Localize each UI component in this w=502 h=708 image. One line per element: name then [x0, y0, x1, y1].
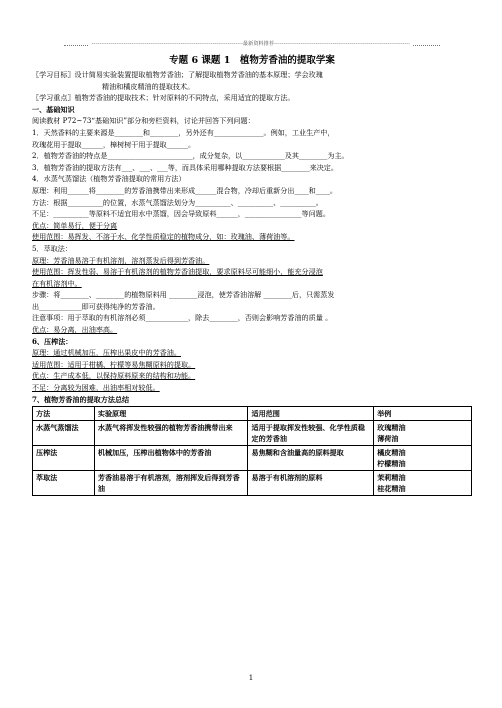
table-cell: 压榨法	[33, 446, 95, 471]
table-cell: 适用于提取挥发性较强、化学性质稳定的芳香油	[248, 421, 374, 446]
extraction-steps: 步骤：将________、________的植物原料用 ________浸泡，使芳香油溶解 ________后，只需蒸发	[32, 290, 335, 300]
section-heading-basics: 一、基础知识	[32, 104, 75, 114]
extraction-scope-cont: 在有机溶剂中。	[32, 278, 82, 288]
extraction-scope: 使用范围：挥发性弱、易溶于有机溶剂的植物芳香油提取，要求原料尽可能细小，能充分浸泡	[32, 267, 323, 277]
pressing-advantage: 优点：生产成本低，以保持原料原来的结构和功能。	[32, 371, 196, 381]
table-row	[33, 421, 472, 446]
question-1-cont: 玫瑰花用于提取______，樟树树干用于提取______。	[32, 139, 196, 149]
pressing-heading: 6、压榨法：	[32, 336, 73, 346]
distillation-principle: 原理：利用______将________的芳香油携带出来形成______混合物，冷却后重新分出____和____。	[32, 185, 338, 195]
document-body	[32, 52, 472, 496]
table-cell: 易溶于有机溶剂的原料	[248, 471, 374, 496]
distillation-method: 方法：根据__________的位置，水蒸气蒸馏法划分为__________、__________、__________。	[32, 197, 323, 207]
learning-focus-line: 〖学习重点〗植物芳香油的提取技术；针对原料的不同特点，采用适宜的提取方法。	[32, 93, 295, 103]
pressing-principle: 原理：通过机械加压，压榨出果皮中的芳香油。	[32, 348, 181, 358]
distillation-advantage: 优点：简单易行，便于分离	[32, 220, 118, 230]
table-header-cell: 方法	[33, 407, 95, 421]
distillation-shortcoming: 不足：__________等原料不适宜用水中蒸馏，因会导致原料______，________________等问题。	[32, 209, 330, 219]
question-4-heading: 4．水蒸气蒸馏法（植物芳香油提取的常用方法）	[32, 174, 186, 184]
table-cell: 水蒸气将挥发性较强的植物芳香油携带出来	[94, 421, 248, 446]
table-header-cell: 适用范围	[248, 407, 374, 421]
extraction-steps-cont: 出____________即可获得纯净的芳香油。	[32, 301, 160, 311]
question-1: 1．天然香料的主要来源是________和________，另外还有______________。例如，工业生产中，	[32, 127, 335, 137]
extraction-principle: 原理：芳香油易溶于有机溶剂，溶剂蒸发后得到芳香油。	[32, 255, 210, 265]
pressing-scope: 适用范围：适用于柑橘、柠檬等易焦糊原料的提取。	[32, 359, 196, 369]
table-cell: 茉莉精油 桂花精油	[374, 471, 472, 496]
table-cell: 机械加压，压榨出植物体中的芳香油	[94, 446, 248, 471]
table-row	[33, 471, 472, 496]
table-cell: 萃取法	[33, 471, 95, 496]
extraction-heading: 5．萃取法：	[32, 243, 72, 253]
learning-goal-line: 〖学习目标〗设计简易实验装置提取植物芳香油；了解提取植物芳香油的基本原理；学会玫瑰	[32, 70, 323, 79]
table-header-row	[33, 407, 472, 421]
table-cell: 玫瑰精油 薄荷油	[374, 421, 472, 446]
learning-goal-line-cont: 精油和橘皮精油的提取技术。	[102, 81, 195, 91]
table-cell: 水蒸气蒸馏法	[33, 421, 95, 446]
table-row	[33, 446, 472, 471]
pressing-shortcoming: 不足：分离较为困难，出油率相对较低。	[32, 383, 160, 393]
summary-heading: 7、植物芳香油的提取方法总结	[32, 394, 130, 404]
header-note: --------------------------------------------------------------------------------最新资料推荐------------------------------------------------------------------------	[0, 40, 502, 47]
reading-instruction: 阅读教材 P72~73“基础知识”部分和旁栏资料，讨论并回答下列问题：	[32, 116, 255, 126]
question-2: 2．植物芳香油的特点是________________________，成分复杂，以____________及其________为主。	[32, 151, 349, 161]
extraction-advantage: 优点：易分离，出油率高。	[32, 325, 118, 335]
distillation-scope: 使用范围：易挥发、不溶于水、化学性质稳定的植物成分，如：玫瑰油、薄荷油等。	[32, 232, 295, 242]
method-summary-table	[32, 406, 472, 496]
table-header-cell: 举例	[374, 407, 472, 421]
table-cell: 橘皮精油 柠檬精油	[374, 446, 472, 471]
page-number: 1	[248, 674, 254, 682]
table-cell: 芳香油易溶于有机溶剂，溶剂挥发后得到芳香油	[94, 471, 248, 496]
table-cell: 易焦糊和含油量高的原料提取	[248, 446, 374, 471]
page-title: 专题 6 课题 1 植物芳香油的提取学案	[169, 55, 335, 66]
extraction-notes: 注意事项：用于萃取的有机溶剂必须____________，除去________，否则会影响芳香油的质量 。	[32, 313, 333, 323]
table-header-cell: 实验原理	[94, 407, 248, 421]
question-3: 3．植物芳香油的提取方法有___、___、___等，而具体采用哪种提取方法要根据________来决定。	[32, 162, 338, 172]
